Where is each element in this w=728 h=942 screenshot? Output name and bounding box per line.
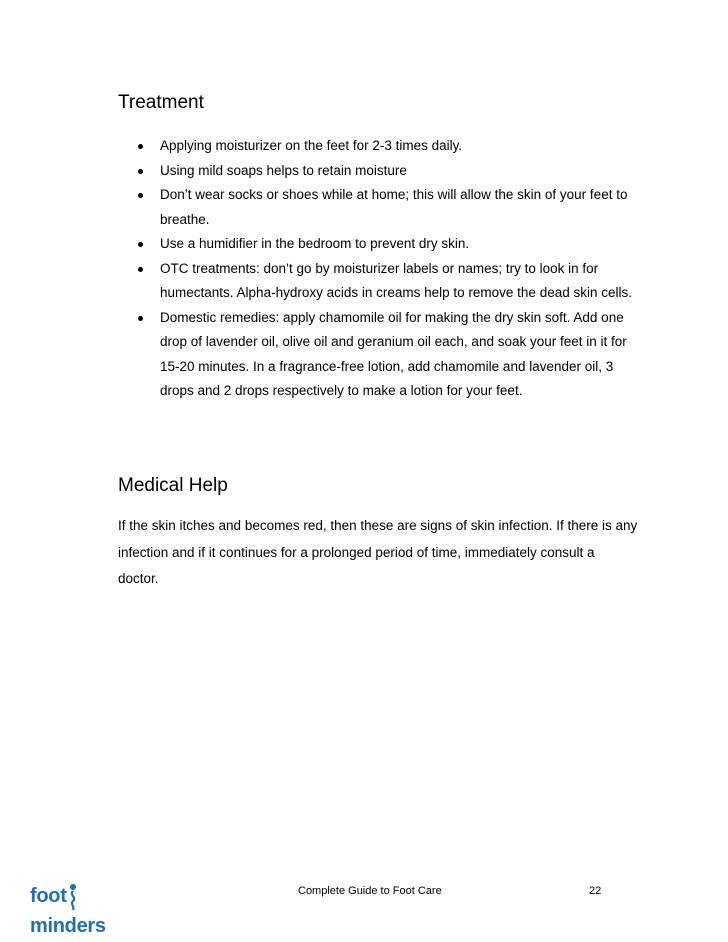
list-item-text: Domestic remedies: apply chamomile oil for making the dry skin soft. Add one drop of lavender oil, olive oil and geranium oil each, and soak your feet in it for 15-20 minutes. In a fragrance-free lotion, add chamomile and lavender oil, 3 drops and 2 drops respectively to make a lotion for your feet.: [160, 309, 627, 398]
list-item-text: Using mild soaps helps to retain moisture: [160, 162, 407, 178]
bullet-icon: [138, 316, 143, 321]
bullet-icon: [138, 169, 143, 174]
section-heading-treatment: Treatment: [118, 92, 204, 113]
list-item-text: OTC treatments: don’t go by moisturizer labels or names; try to look in for humectants. Alpha-hydroxy acids in creams help to remove the dead skin cells.: [160, 260, 632, 300]
list-item: [118, 306, 638, 404]
section-heading-medical-help: Medical Help: [118, 475, 228, 496]
footminders-logo: [30, 881, 140, 937]
bullet-icon: [138, 193, 143, 198]
treatment-list: [118, 134, 638, 404]
medical-help-paragraph: If the skin itches and becomes red, then these are signs of skin infection. If there is any infection and if it continues for a prolonged period of time, immediately consult a doctor.: [118, 518, 638, 586]
list-item: [118, 183, 638, 232]
list-item: [118, 159, 638, 184]
list-item-text: Applying moisturizer on the feet for 2-3 times daily.: [160, 138, 463, 153]
logo-text-minders: minders: [30, 915, 106, 937]
list-item: [118, 257, 638, 306]
list-item-text: Don’t wear socks or shoes while at home; this will allow the skin of your feet to breathe.: [160, 187, 628, 227]
page-footer: [0, 875, 728, 937]
bullet-icon: [138, 267, 143, 272]
list-item: [118, 232, 638, 257]
logo-text-foot: foot: [30, 885, 67, 907]
foot-figure-icon: [67, 883, 79, 911]
page-number: 22: [589, 885, 602, 897]
footer-title: Complete Guide to Foot Care: [298, 885, 442, 897]
bullet-icon: [138, 144, 143, 149]
list-item-text: Use a humidifier in the bedroom to prevent dry skin.: [160, 236, 470, 251]
bullet-icon: [138, 242, 143, 247]
list-item: [118, 134, 638, 159]
